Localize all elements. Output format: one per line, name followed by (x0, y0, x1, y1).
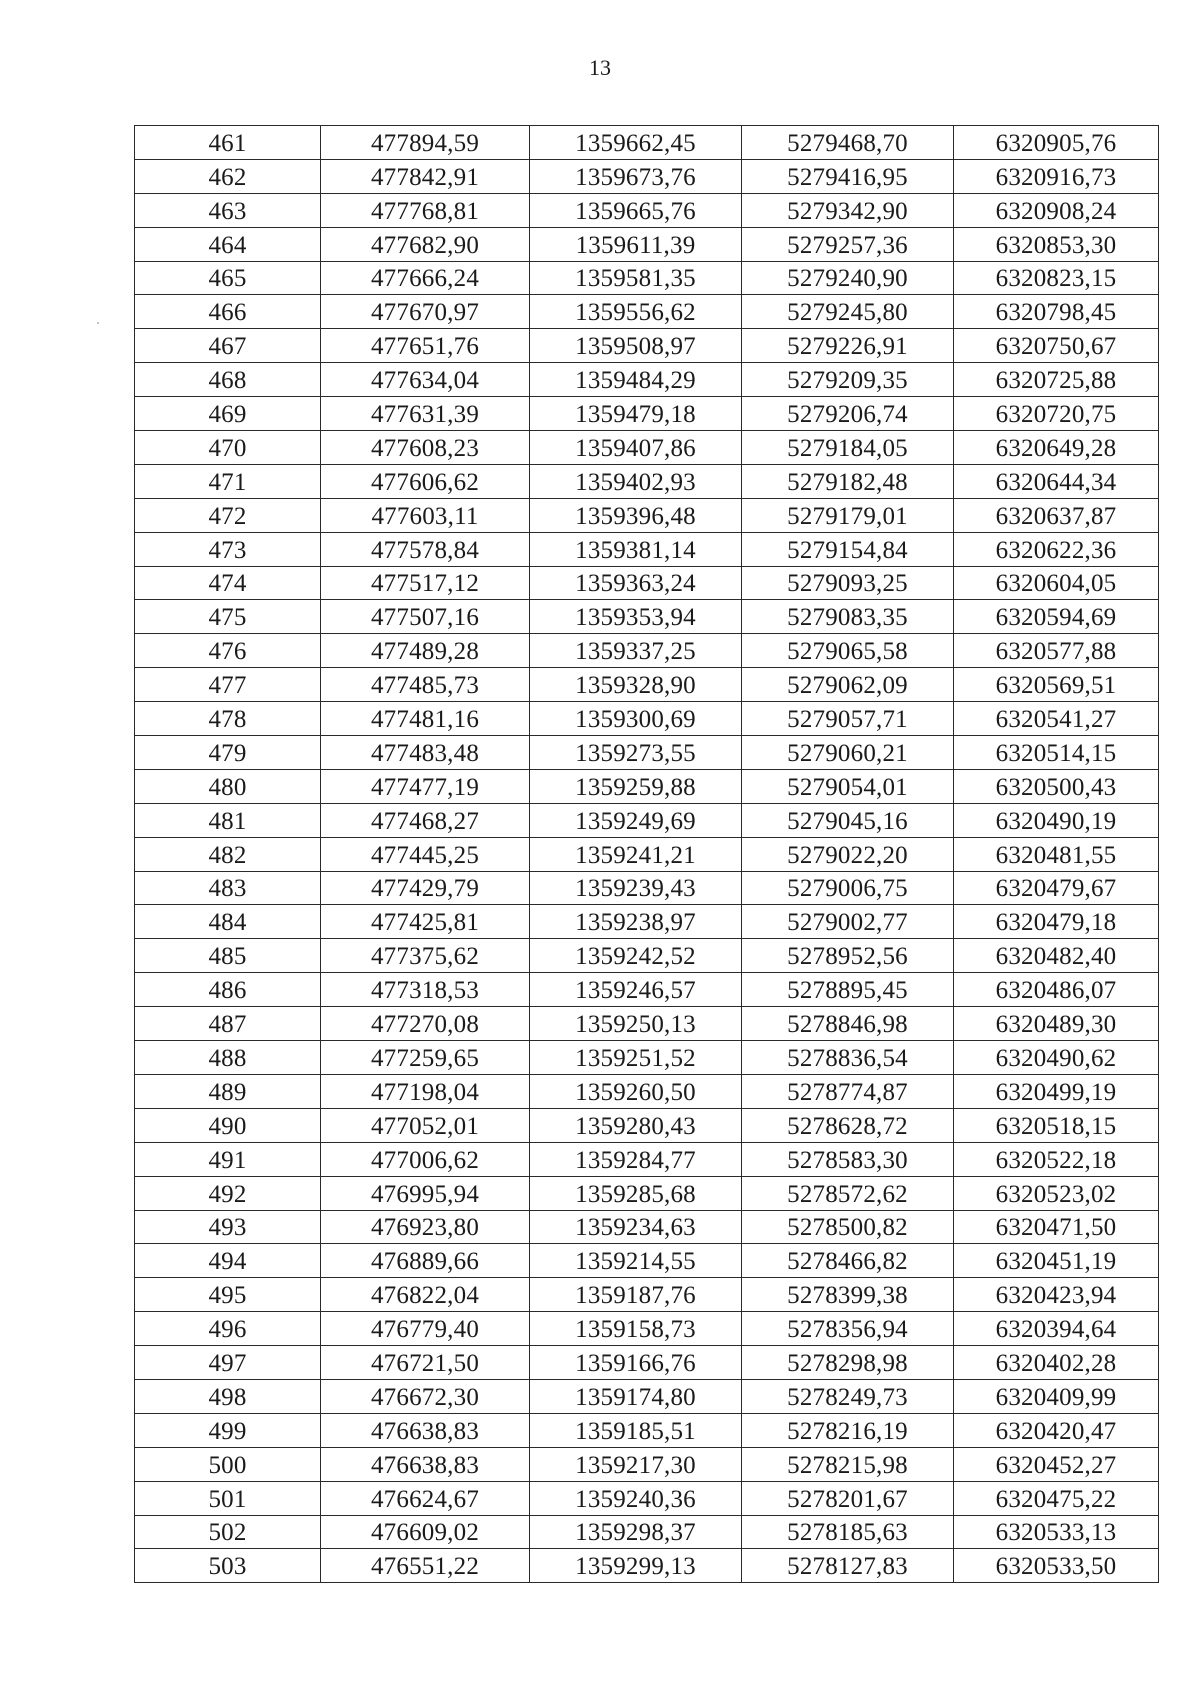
table-row (135, 1142, 1159, 1176)
table-row (135, 1041, 1159, 1075)
coord-cell-2: 1359251,52 (530, 1041, 742, 1075)
coord-cell-2: 1359662,45 (530, 126, 742, 160)
coord-cell-4: 6320489,30 (954, 1007, 1159, 1041)
coord-cell-3: 5279022,20 (742, 837, 954, 871)
coord-cell-3: 5278298,98 (742, 1346, 954, 1380)
coord-cell-2: 1359673,76 (530, 159, 742, 193)
table-row (135, 1108, 1159, 1142)
table-row (135, 295, 1159, 329)
coord-cell-4: 6320541,27 (954, 702, 1159, 736)
coord-cell-3: 5279060,21 (742, 736, 954, 770)
coord-cell-1: 477666,24 (321, 261, 530, 295)
point-number-cell: 490 (135, 1108, 321, 1142)
coord-cell-4: 6320486,07 (954, 973, 1159, 1007)
table-row (135, 1346, 1159, 1380)
coord-cell-4: 6320604,05 (954, 566, 1159, 600)
coord-cell-4: 6320420,47 (954, 1413, 1159, 1447)
coord-cell-4: 6320533,13 (954, 1515, 1159, 1549)
coord-cell-3: 5279209,35 (742, 363, 954, 397)
coordinates-table-container (134, 125, 1158, 1583)
point-number-cell: 476 (135, 634, 321, 668)
point-number-cell: 482 (135, 837, 321, 871)
coord-cell-2: 1359234,63 (530, 1210, 742, 1244)
coord-cell-3: 5278846,98 (742, 1007, 954, 1041)
page-number: 13 (589, 55, 611, 80)
table-row (135, 532, 1159, 566)
table-row (135, 1379, 1159, 1413)
table-row (135, 1447, 1159, 1481)
coord-cell-3: 5278572,62 (742, 1176, 954, 1210)
table-row (135, 1007, 1159, 1041)
coord-cell-2: 1359284,77 (530, 1142, 742, 1176)
coord-cell-2: 1359241,21 (530, 837, 742, 871)
table-row (135, 363, 1159, 397)
coord-cell-2: 1359238,97 (530, 905, 742, 939)
coord-cell-3: 5278216,19 (742, 1413, 954, 1447)
coord-cell-3: 5279240,90 (742, 261, 954, 295)
coord-cell-3: 5279257,36 (742, 227, 954, 261)
table-body (135, 126, 1159, 1583)
table-row (135, 1413, 1159, 1447)
table-row (135, 193, 1159, 227)
point-number-cell: 468 (135, 363, 321, 397)
coord-cell-2: 1359556,62 (530, 295, 742, 329)
coord-cell-1: 476609,02 (321, 1515, 530, 1549)
table-row (135, 1312, 1159, 1346)
coord-cell-1: 477270,08 (321, 1007, 530, 1041)
coord-cell-4: 6320637,87 (954, 498, 1159, 532)
coord-cell-4: 6320482,40 (954, 939, 1159, 973)
coord-cell-3: 5278836,54 (742, 1041, 954, 1075)
coord-cell-4: 6320479,18 (954, 905, 1159, 939)
coord-cell-3: 5279054,01 (742, 769, 954, 803)
point-number-cell: 471 (135, 464, 321, 498)
coord-cell-2: 1359396,48 (530, 498, 742, 532)
point-number-cell: 485 (135, 939, 321, 973)
table-row (135, 600, 1159, 634)
table-row (135, 1244, 1159, 1278)
table-row (135, 431, 1159, 465)
coord-cell-2: 1359479,18 (530, 397, 742, 431)
table-row (135, 227, 1159, 261)
coord-cell-4: 6320471,50 (954, 1210, 1159, 1244)
coord-cell-3: 5279342,90 (742, 193, 954, 227)
table-row (135, 498, 1159, 532)
coord-cell-2: 1359299,13 (530, 1549, 742, 1583)
table-row (135, 329, 1159, 363)
coord-cell-3: 5279154,84 (742, 532, 954, 566)
coord-cell-1: 476672,30 (321, 1379, 530, 1413)
coord-cell-2: 1359259,88 (530, 769, 742, 803)
coord-cell-3: 5278895,45 (742, 973, 954, 1007)
point-number-cell: 497 (135, 1346, 321, 1380)
coord-cell-1: 477634,04 (321, 363, 530, 397)
table-row (135, 871, 1159, 905)
coord-cell-4: 6320905,76 (954, 126, 1159, 160)
point-number-cell: 494 (135, 1244, 321, 1278)
coord-cell-2: 1359239,43 (530, 871, 742, 905)
coord-cell-4: 6320523,02 (954, 1176, 1159, 1210)
coord-cell-3: 5279179,01 (742, 498, 954, 532)
coord-cell-2: 1359249,69 (530, 803, 742, 837)
coord-cell-1: 476551,22 (321, 1549, 530, 1583)
coord-cell-1: 476822,04 (321, 1278, 530, 1312)
coord-cell-3: 5279226,91 (742, 329, 954, 363)
coord-cell-2: 1359240,36 (530, 1481, 742, 1515)
coord-cell-2: 1359260,50 (530, 1074, 742, 1108)
coord-cell-2: 1359246,57 (530, 973, 742, 1007)
coord-cell-2: 1359174,80 (530, 1379, 742, 1413)
coord-cell-3: 5279002,77 (742, 905, 954, 939)
point-number-cell: 496 (135, 1312, 321, 1346)
coord-cell-1: 477608,23 (321, 431, 530, 465)
coord-cell-1: 476638,83 (321, 1413, 530, 1447)
coord-cell-4: 6320908,24 (954, 193, 1159, 227)
coord-cell-1: 477445,25 (321, 837, 530, 871)
coord-cell-4: 6320402,28 (954, 1346, 1159, 1380)
coord-cell-2: 1359280,43 (530, 1108, 742, 1142)
point-number-cell: 491 (135, 1142, 321, 1176)
coord-cell-1: 477606,62 (321, 464, 530, 498)
point-number-cell: 475 (135, 600, 321, 634)
point-number-cell: 470 (135, 431, 321, 465)
table-row (135, 1515, 1159, 1549)
coord-cell-4: 6320423,94 (954, 1278, 1159, 1312)
coord-cell-2: 1359185,51 (530, 1413, 742, 1447)
coord-cell-1: 476779,40 (321, 1312, 530, 1346)
table-row (135, 1210, 1159, 1244)
coord-cell-2: 1359214,55 (530, 1244, 742, 1278)
table-row (135, 973, 1159, 1007)
table-row (135, 397, 1159, 431)
coord-cell-1: 477507,16 (321, 600, 530, 634)
coord-cell-4: 6320475,22 (954, 1481, 1159, 1515)
table-row (135, 566, 1159, 600)
coord-cell-1: 477375,62 (321, 939, 530, 973)
point-number-cell: 473 (135, 532, 321, 566)
point-number-cell: 489 (135, 1074, 321, 1108)
coord-cell-1: 476624,67 (321, 1481, 530, 1515)
coord-cell-3: 5279065,58 (742, 634, 954, 668)
scan-speck (97, 322, 99, 324)
coord-cell-3: 5278399,38 (742, 1278, 954, 1312)
coord-cell-2: 1359381,14 (530, 532, 742, 566)
table-row (135, 939, 1159, 973)
coord-cell-4: 6320481,55 (954, 837, 1159, 871)
coord-cell-3: 5278201,67 (742, 1481, 954, 1515)
point-number-cell: 484 (135, 905, 321, 939)
coord-cell-4: 6320499,19 (954, 1074, 1159, 1108)
coord-cell-3: 5278356,94 (742, 1312, 954, 1346)
coord-cell-3: 5278249,73 (742, 1379, 954, 1413)
coord-cell-2: 1359581,35 (530, 261, 742, 295)
coord-cell-3: 5279045,16 (742, 803, 954, 837)
table-row (135, 261, 1159, 295)
coord-cell-3: 5278952,56 (742, 939, 954, 973)
coord-cell-4: 6320522,18 (954, 1142, 1159, 1176)
coord-cell-2: 1359484,29 (530, 363, 742, 397)
point-number-cell: 465 (135, 261, 321, 295)
table-row (135, 634, 1159, 668)
coord-cell-1: 477006,62 (321, 1142, 530, 1176)
point-number-cell: 487 (135, 1007, 321, 1041)
coord-cell-3: 5279468,70 (742, 126, 954, 160)
coord-cell-1: 477682,90 (321, 227, 530, 261)
coord-cell-3: 5278583,30 (742, 1142, 954, 1176)
coord-cell-1: 477768,81 (321, 193, 530, 227)
coord-cell-4: 6320452,27 (954, 1447, 1159, 1481)
coord-cell-3: 5278127,83 (742, 1549, 954, 1583)
table-row (135, 1278, 1159, 1312)
coord-cell-4: 6320823,15 (954, 261, 1159, 295)
coord-cell-2: 1359328,90 (530, 668, 742, 702)
coord-cell-1: 477468,27 (321, 803, 530, 837)
coord-cell-3: 5279182,48 (742, 464, 954, 498)
coord-cell-2: 1359363,24 (530, 566, 742, 600)
coord-cell-1: 476995,94 (321, 1176, 530, 1210)
table-row (135, 464, 1159, 498)
coord-cell-4: 6320750,67 (954, 329, 1159, 363)
coord-cell-4: 6320451,19 (954, 1244, 1159, 1278)
coord-cell-1: 476721,50 (321, 1346, 530, 1380)
coord-cell-3: 5279083,35 (742, 600, 954, 634)
point-number-cell: 501 (135, 1481, 321, 1515)
coord-cell-2: 1359285,68 (530, 1176, 742, 1210)
coord-cell-3: 5278466,82 (742, 1244, 954, 1278)
coord-cell-1: 477318,53 (321, 973, 530, 1007)
coord-cell-3: 5279093,25 (742, 566, 954, 600)
table-row (135, 1481, 1159, 1515)
point-number-cell: 493 (135, 1210, 321, 1244)
coord-cell-3: 5278628,72 (742, 1108, 954, 1142)
coord-cell-4: 6320725,88 (954, 363, 1159, 397)
table-row (135, 1074, 1159, 1108)
coord-cell-1: 477489,28 (321, 634, 530, 668)
coord-cell-3: 5279057,71 (742, 702, 954, 736)
coord-cell-2: 1359166,76 (530, 1346, 742, 1380)
table-row (135, 837, 1159, 871)
point-number-cell: 464 (135, 227, 321, 261)
coord-cell-4: 6320649,28 (954, 431, 1159, 465)
point-number-cell: 469 (135, 397, 321, 431)
coord-cell-4: 6320518,15 (954, 1108, 1159, 1142)
coord-cell-1: 477603,11 (321, 498, 530, 532)
point-number-cell: 495 (135, 1278, 321, 1312)
point-number-cell: 462 (135, 159, 321, 193)
point-number-cell: 488 (135, 1041, 321, 1075)
point-number-cell: 492 (135, 1176, 321, 1210)
coord-cell-3: 5278500,82 (742, 1210, 954, 1244)
coord-cell-1: 477259,65 (321, 1041, 530, 1075)
coord-cell-2: 1359508,97 (530, 329, 742, 363)
coord-cell-3: 5279062,09 (742, 668, 954, 702)
table-row (135, 702, 1159, 736)
table-row (135, 159, 1159, 193)
coord-cell-1: 476923,80 (321, 1210, 530, 1244)
coord-cell-1: 477631,39 (321, 397, 530, 431)
coord-cell-2: 1359298,37 (530, 1515, 742, 1549)
coord-cell-2: 1359611,39 (530, 227, 742, 261)
coord-cell-3: 5279245,80 (742, 295, 954, 329)
coord-cell-1: 476638,83 (321, 1447, 530, 1481)
point-number-cell: 467 (135, 329, 321, 363)
point-number-cell: 502 (135, 1515, 321, 1549)
point-number-cell: 503 (135, 1549, 321, 1583)
point-number-cell: 472 (135, 498, 321, 532)
point-number-cell: 499 (135, 1413, 321, 1447)
table-row (135, 803, 1159, 837)
coord-cell-1: 477670,97 (321, 295, 530, 329)
coord-cell-1: 477483,48 (321, 736, 530, 770)
point-number-cell: 463 (135, 193, 321, 227)
coord-cell-2: 1359273,55 (530, 736, 742, 770)
coord-cell-4: 6320533,50 (954, 1549, 1159, 1583)
point-number-cell: 477 (135, 668, 321, 702)
coord-cell-2: 1359242,52 (530, 939, 742, 973)
coord-cell-2: 1359353,94 (530, 600, 742, 634)
coord-cell-1: 476889,66 (321, 1244, 530, 1278)
point-number-cell: 486 (135, 973, 321, 1007)
point-number-cell: 480 (135, 769, 321, 803)
coord-cell-4: 6320916,73 (954, 159, 1159, 193)
coord-cell-4: 6320720,75 (954, 397, 1159, 431)
coord-cell-2: 1359402,93 (530, 464, 742, 498)
coord-cell-3: 5278774,87 (742, 1074, 954, 1108)
coord-cell-4: 6320622,36 (954, 532, 1159, 566)
coord-cell-1: 477651,76 (321, 329, 530, 363)
coord-cell-1: 477429,79 (321, 871, 530, 905)
point-number-cell: 474 (135, 566, 321, 600)
coord-cell-2: 1359158,73 (530, 1312, 742, 1346)
point-number-cell: 479 (135, 736, 321, 770)
coord-cell-1: 477052,01 (321, 1108, 530, 1142)
coord-cell-1: 477894,59 (321, 126, 530, 160)
coord-cell-3: 5279416,95 (742, 159, 954, 193)
point-number-cell: 500 (135, 1447, 321, 1481)
coord-cell-1: 477578,84 (321, 532, 530, 566)
coord-cell-4: 6320479,67 (954, 871, 1159, 905)
coord-cell-4: 6320394,64 (954, 1312, 1159, 1346)
coordinates-table (134, 125, 1159, 1583)
coord-cell-3: 5279006,75 (742, 871, 954, 905)
coord-cell-2: 1359250,13 (530, 1007, 742, 1041)
coord-cell-3: 5278185,63 (742, 1515, 954, 1549)
point-number-cell: 483 (135, 871, 321, 905)
coord-cell-1: 477198,04 (321, 1074, 530, 1108)
coord-cell-2: 1359407,86 (530, 431, 742, 465)
coord-cell-4: 6320500,43 (954, 769, 1159, 803)
coord-cell-4: 6320569,51 (954, 668, 1159, 702)
coord-cell-3: 5279184,05 (742, 431, 954, 465)
table-row (135, 668, 1159, 702)
coord-cell-1: 477477,19 (321, 769, 530, 803)
point-number-cell: 478 (135, 702, 321, 736)
coord-cell-2: 1359665,76 (530, 193, 742, 227)
point-number-cell: 466 (135, 295, 321, 329)
coord-cell-3: 5278215,98 (742, 1447, 954, 1481)
point-number-cell: 461 (135, 126, 321, 160)
coord-cell-1: 477485,73 (321, 668, 530, 702)
coord-cell-3: 5279206,74 (742, 397, 954, 431)
coord-cell-1: 477517,12 (321, 566, 530, 600)
coord-cell-1: 477842,91 (321, 159, 530, 193)
coord-cell-4: 6320409,99 (954, 1379, 1159, 1413)
point-number-cell: 481 (135, 803, 321, 837)
coord-cell-2: 1359300,69 (530, 702, 742, 736)
coord-cell-2: 1359187,76 (530, 1278, 742, 1312)
coord-cell-4: 6320577,88 (954, 634, 1159, 668)
table-row (135, 1549, 1159, 1583)
coord-cell-1: 477481,16 (321, 702, 530, 736)
table-row (135, 905, 1159, 939)
point-number-cell: 498 (135, 1379, 321, 1413)
coord-cell-4: 6320853,30 (954, 227, 1159, 261)
coord-cell-4: 6320644,34 (954, 464, 1159, 498)
coord-cell-4: 6320798,45 (954, 295, 1159, 329)
table-row (135, 126, 1159, 160)
coord-cell-4: 6320514,15 (954, 736, 1159, 770)
coord-cell-4: 6320490,62 (954, 1041, 1159, 1075)
table-row (135, 1176, 1159, 1210)
coord-cell-4: 6320490,19 (954, 803, 1159, 837)
coord-cell-2: 1359217,30 (530, 1447, 742, 1481)
table-row (135, 769, 1159, 803)
table-row (135, 736, 1159, 770)
coord-cell-2: 1359337,25 (530, 634, 742, 668)
coord-cell-1: 477425,81 (321, 905, 530, 939)
coord-cell-4: 6320594,69 (954, 600, 1159, 634)
